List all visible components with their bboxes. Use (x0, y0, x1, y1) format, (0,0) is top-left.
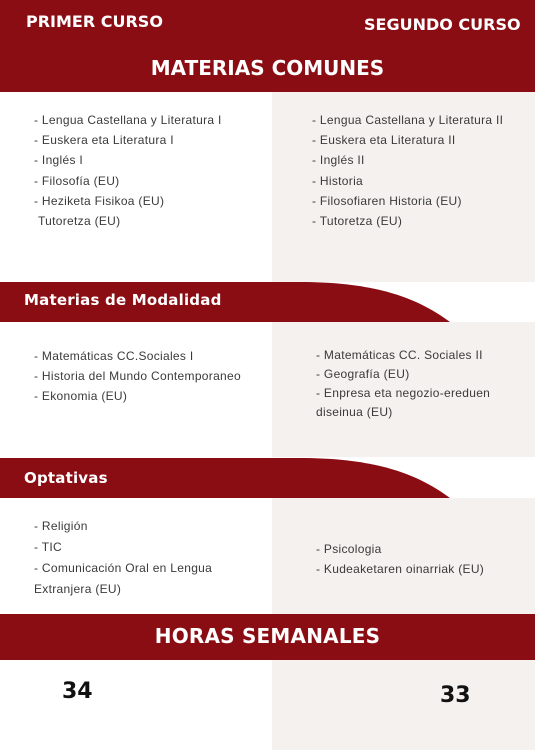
list-item: - Filosofiaren Historia (EU) (312, 193, 462, 208)
list-item: - Matemáticas CC. Sociales II (316, 348, 483, 362)
list-item: - Kudeaketaren oinarriak (EU) (316, 562, 485, 577)
list-item: - TIC (34, 540, 62, 554)
materias-comunes-heading: MATERIAS COMUNES (150, 56, 385, 80)
list-item: - Euskera eta Literatura I (34, 133, 174, 148)
list-item: - Matemáticas CC.Sociales I (34, 349, 194, 363)
list-item: - Inglés II (312, 153, 365, 168)
comunes-segundo-list (312, 110, 503, 231)
horas-segundo-value: 33 (440, 683, 471, 708)
list-item: - Euskera eta Literatura II (312, 133, 456, 148)
list-item: - Enpresa eta negozio-ereduen diseinua (EU) (316, 386, 491, 419)
modalidad-segundo-list (316, 346, 516, 422)
list-item: - Lengua Castellana y Literatura II (312, 113, 504, 127)
optativas-primer-list (34, 516, 234, 600)
right-panel-horas (272, 660, 535, 750)
list-item: Tutoretza (EU) (38, 214, 121, 229)
list-item: - Lengua Castellana y Literatura I (34, 113, 222, 127)
comunes-primer-list (34, 110, 222, 231)
list-item: - Historia del Mundo Contemporaneo (34, 369, 241, 384)
list-item: - Comunicación Oral en Lengua Extranjera (EU) (34, 561, 213, 596)
list-item: - Geografía (EU) (316, 367, 410, 381)
optativas-segundo-list (316, 539, 484, 579)
list-item: - Heziketa Fisikoa (EU) (34, 193, 165, 208)
list-item: - Filosofía (EU) (34, 173, 120, 188)
segundo-curso-heading: SEGUNDO CURSO (364, 15, 521, 34)
list-item: - Inglés I (34, 153, 84, 168)
horas-primer-value: 34 (62, 679, 93, 704)
modalidad-primer-list (34, 346, 241, 407)
list-item: - Ekonomia (EU) (34, 389, 128, 404)
list-item: - Tutoretza (EU) (312, 214, 403, 229)
modalidad-title: Materias de Modalidad (24, 291, 222, 309)
list-item: - Historia (312, 173, 364, 188)
list-item: - Psicologia (316, 542, 382, 556)
primer-curso-heading: PRIMER CURSO (26, 12, 163, 31)
list-item: - Religión (34, 519, 88, 533)
header-band (0, 0, 535, 92)
optativas-title: Optativas (24, 469, 108, 487)
horas-band (0, 614, 535, 660)
horas-title: HORAS SEMANALES (154, 624, 381, 648)
